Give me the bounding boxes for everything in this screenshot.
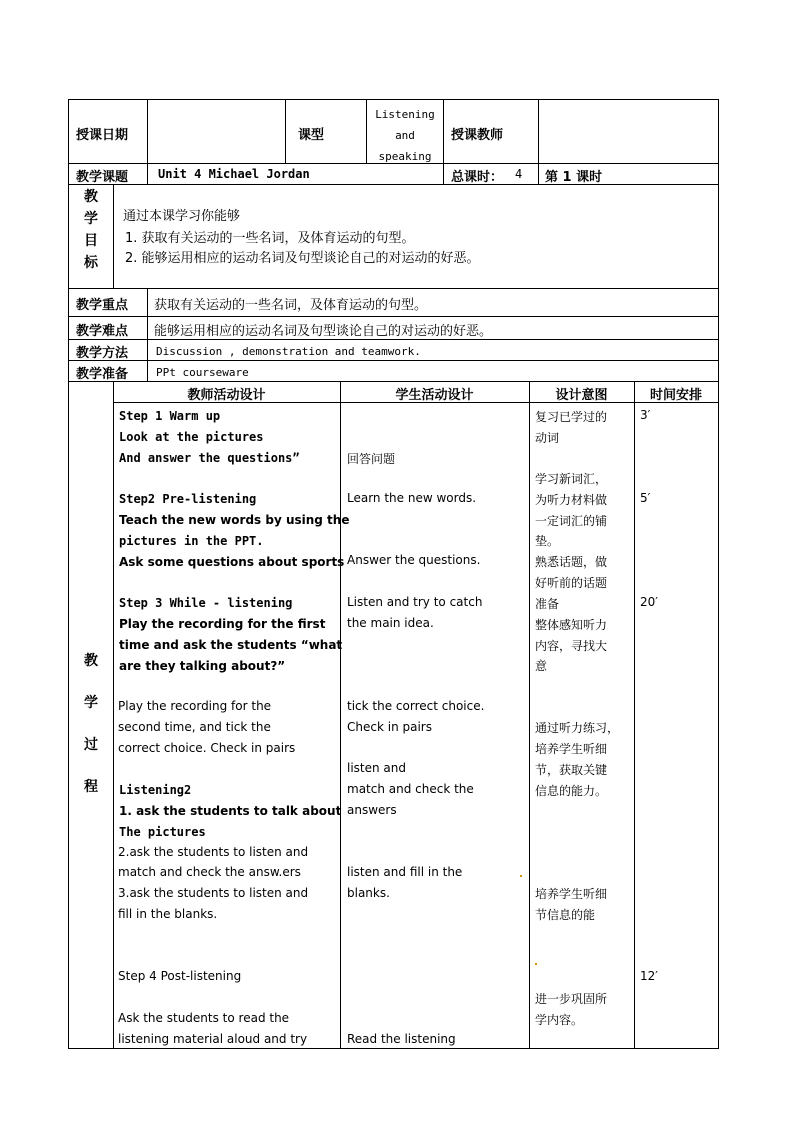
key-point-value: 获取有关运动的一些名词，及体育运动的句型。 xyxy=(154,298,428,313)
student-line: answers xyxy=(347,803,397,817)
row-separator xyxy=(68,360,719,361)
intent-line: 整体感知听力 xyxy=(535,618,608,632)
lesson-type-line: Listening xyxy=(375,108,435,121)
student-line: listen and fill in the xyxy=(347,865,463,879)
teacher-line: Ask some questions about sports xyxy=(119,555,345,569)
topic-value: Unit 4 Michael Jordan xyxy=(158,167,310,181)
student-line: 回答问题 xyxy=(347,452,396,466)
intent-line: 复习已学过的 xyxy=(535,410,608,424)
lesson-type-value xyxy=(367,104,443,167)
teacher-label: 授课教师 xyxy=(451,128,504,143)
col-separator xyxy=(113,184,114,288)
goals-label-char: 标 xyxy=(84,255,98,271)
intent-line: 学内容。 xyxy=(535,1013,584,1027)
student-line: tick the correct choice. xyxy=(347,699,485,713)
teacher-activity-header: 教师活动设计 xyxy=(187,388,266,403)
process-label-char: 程 xyxy=(84,779,98,795)
intent-line: 好听前的话题 xyxy=(535,576,608,590)
time-value: 20′ xyxy=(640,595,658,609)
intent-line: 进一步巩固所 xyxy=(535,992,608,1006)
teacher-line: Listening2 xyxy=(119,783,192,797)
row-separator xyxy=(68,316,719,317)
teacher-line: match and check the answ.ers xyxy=(118,865,301,879)
lesson-type-line: speaking xyxy=(378,150,432,163)
student-line: Answer the questions. xyxy=(347,553,481,567)
key-point-label: 教学重点 xyxy=(76,298,129,313)
table-border-top xyxy=(68,99,719,100)
col-separator xyxy=(113,381,114,1049)
process-label-char: 教 xyxy=(84,653,98,669)
teacher-line: Look at the pictures xyxy=(119,430,264,444)
teacher-line: Step 4 Post-listening xyxy=(118,969,242,983)
intent-line: 内容，寻找大 xyxy=(535,639,608,653)
student-line: Listen and try to catch xyxy=(347,595,483,609)
col-separator xyxy=(147,288,148,381)
intent-line: 学习新词汇， xyxy=(535,472,608,486)
col-separator xyxy=(340,381,341,1049)
lesson-number: 第 1 课时 xyxy=(545,170,603,185)
intent-line: 节，获取关键 xyxy=(535,763,608,777)
preparation-label: 教学准备 xyxy=(76,367,129,382)
process-label-char: 过 xyxy=(84,737,98,753)
total-hours-value: 4 xyxy=(515,167,523,181)
time-value: 3′ xyxy=(640,408,651,422)
row-separator xyxy=(68,339,719,340)
intent-line: 熟悉话题，做 xyxy=(535,555,608,569)
goal-item: 2. 能够运用相应的运动名词及句型谈论自己的对运动的好恶。 xyxy=(125,251,480,266)
goal-item: 1. 获取有关运动的一些名词，及体育运动的句型。 xyxy=(125,231,415,246)
stray-mark xyxy=(520,875,522,877)
teacher-line: Teach the new words by using the xyxy=(119,513,350,527)
total-hours-label: 总课时： xyxy=(451,170,504,185)
teacher-line: And answer the questions” xyxy=(119,451,300,465)
student-activity-header: 学生活动设计 xyxy=(395,388,474,403)
teacher-line: listening material aloud and try xyxy=(118,1032,308,1046)
col-separator xyxy=(147,99,148,184)
time-value: 12′ xyxy=(640,969,658,983)
preparation-value: PPt courseware xyxy=(156,366,249,379)
row-separator xyxy=(68,288,719,289)
intent-line: 信息的能力。 xyxy=(535,784,608,798)
method-value: Discussion , demonstration and teamwork. xyxy=(156,345,421,358)
lesson-type-label: 课型 xyxy=(298,128,325,143)
teacher-line: 1. ask the students to talk about xyxy=(119,804,342,818)
intent-line: 动词 xyxy=(535,431,560,445)
method-label: 教学方法 xyxy=(76,346,129,361)
row-separator xyxy=(68,381,719,382)
difficult-point-value: 能够运用相应的运动名词及句型谈论自己的对运动的好恶。 xyxy=(154,324,493,339)
goals-label-char: 教 xyxy=(84,189,98,205)
teacher-line: 3.ask the students to listen and xyxy=(118,886,309,900)
lesson-type-line: and xyxy=(395,129,415,142)
teacher-line: The pictures xyxy=(119,825,206,839)
teacher-line: are they talking about?” xyxy=(119,659,286,673)
time-value: 5′ xyxy=(640,491,651,505)
stray-mark xyxy=(535,963,537,965)
teacher-line: 2.ask the students to listen and xyxy=(118,845,309,859)
teacher-line: Step 3 While - listening xyxy=(119,596,293,610)
table-border-bottom xyxy=(68,1048,719,1049)
teacher-line: Step 1 Warm up xyxy=(119,409,221,423)
intent-line: 一定词汇的铺 xyxy=(535,514,608,528)
col-separator xyxy=(634,381,635,1049)
teacher-line: Step2 Pre-listening xyxy=(119,492,257,506)
intent-line: 通过听力练习， xyxy=(535,721,620,735)
row-separator xyxy=(68,184,719,185)
student-line: match and check the xyxy=(347,782,474,796)
teacher-line: correct choice. Check in pairs xyxy=(118,741,296,755)
intent-line: 为听力材料做 xyxy=(535,493,608,507)
teacher-line: fill in the blanks. xyxy=(118,907,218,921)
col-separator xyxy=(285,99,286,164)
date-label: 授课日期 xyxy=(76,128,129,143)
time-arrangement-header: 时间安排 xyxy=(649,388,702,403)
goals-label-char: 目 xyxy=(84,233,98,249)
teacher-line: second time, and tick the xyxy=(118,720,271,734)
intent-line: 准备 xyxy=(535,597,560,611)
intent-line: 培养学生听细 xyxy=(535,742,608,756)
table-border-right xyxy=(718,99,719,1049)
teacher-line: time and ask the students “what xyxy=(119,638,343,652)
student-line: Learn the new words. xyxy=(347,491,477,505)
col-separator xyxy=(443,99,444,184)
goals-label-char: 学 xyxy=(84,211,98,227)
intent-line: 垫。 xyxy=(535,534,560,548)
student-line: the main idea. xyxy=(347,616,434,630)
student-line: Read the listening xyxy=(347,1032,456,1046)
student-line: blanks. xyxy=(347,886,390,900)
intent-line: 培养学生听细 xyxy=(535,887,608,901)
teacher-line: Play the recording for the xyxy=(118,699,272,713)
teacher-line: Play the recording for the first xyxy=(119,617,326,631)
topic-label: 教学课题 xyxy=(76,170,129,185)
col-separator xyxy=(538,99,539,184)
intent-line: 意 xyxy=(535,659,548,673)
teacher-line: Ask the students to read the xyxy=(118,1011,290,1025)
goals-label xyxy=(69,186,113,274)
difficult-point-label: 教学难点 xyxy=(76,324,129,339)
student-line: listen and xyxy=(347,761,407,775)
process-label-char: 学 xyxy=(84,695,98,711)
col-separator xyxy=(529,381,530,1049)
teacher-line: pictures in the PPT. xyxy=(119,534,264,548)
intent-line: 节信息的能 xyxy=(535,908,596,922)
process-label xyxy=(69,640,113,808)
design-intent-header: 设计意图 xyxy=(555,388,608,403)
student-line: Check in pairs xyxy=(347,720,432,734)
goals-intro: 通过本课学习你能够 xyxy=(123,209,241,224)
